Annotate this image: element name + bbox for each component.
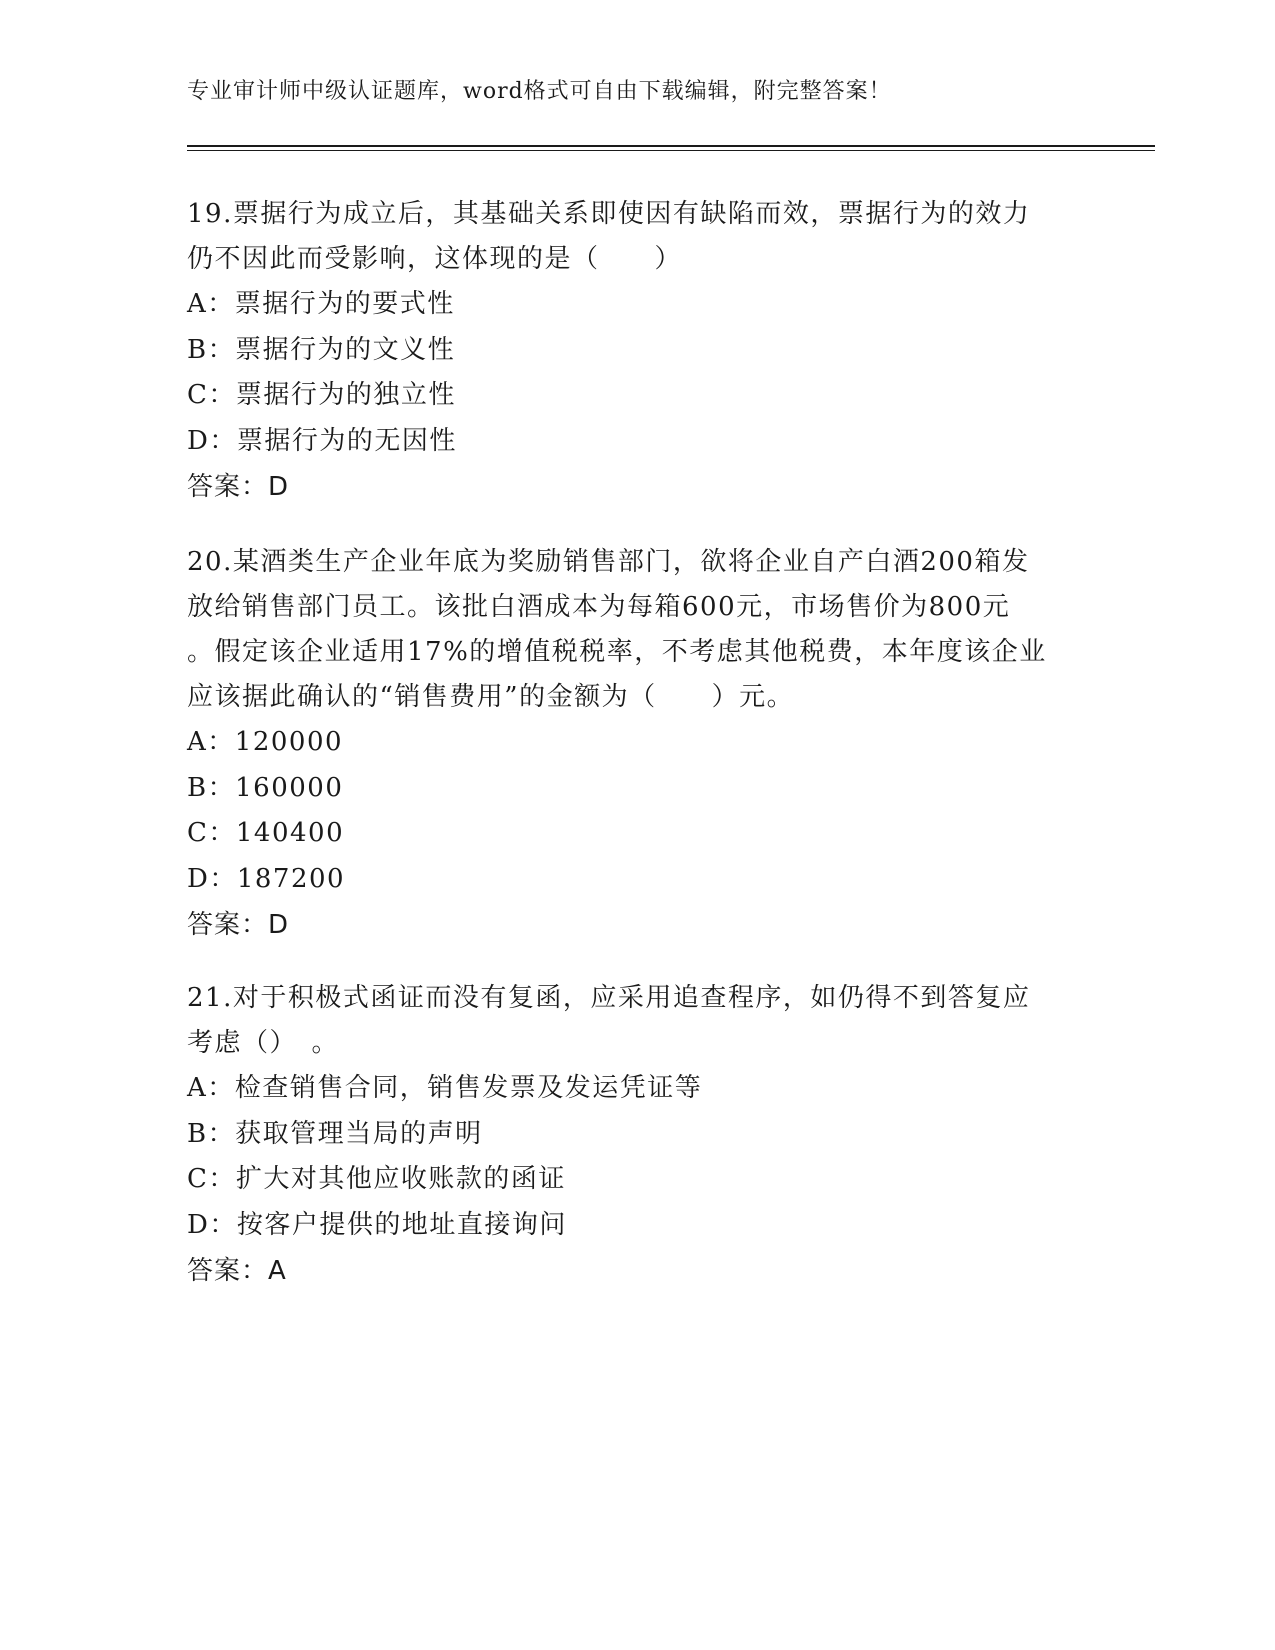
option-b: B：获取管理当局的声明: [187, 1118, 483, 1149]
option-d: D：187200: [187, 863, 346, 894]
answer-value: D: [268, 472, 290, 502]
option-a: A：检查销售合同，销售发票及发运凭证等: [187, 1073, 703, 1103]
question-19: [187, 192, 1087, 510]
answer-label: 答案：: [187, 1256, 269, 1286]
question-text-line: 。假定该企业适用17%的增值税税率，不考虑其他税费，本年度该企业: [187, 637, 1047, 667]
option-a: A：票据行为的要式性: [187, 289, 455, 319]
question-text-line: 放给销售部门员工。该批白酒成本为每箱600元，市场售价为800元: [187, 592, 1011, 622]
header-divider: [187, 145, 1155, 151]
question-text-line: 考虑（） 。: [187, 1028, 340, 1058]
answer-label: 答案：: [187, 472, 269, 502]
option-c: C：140400: [187, 818, 345, 848]
option-b: B：160000: [187, 772, 344, 803]
answer-line: [187, 464, 1087, 510]
answer-line: [187, 902, 1087, 948]
question-text-line: 应该据此确认的“销售费用”的金额为（ ）元。: [187, 682, 795, 712]
option-c: C：扩大对其他应收账款的函证: [187, 1164, 566, 1194]
option-a: A：120000: [187, 727, 344, 757]
option-d: D：按客户提供的地址直接询问: [187, 1209, 567, 1240]
answer-label: 答案：: [187, 910, 269, 940]
question-text-line: 21.对于积极式函证而没有复函，应采用追查程序，如仍得不到答复应: [187, 983, 1031, 1013]
answer-value: A: [268, 1256, 287, 1286]
option-d: D：票据行为的无因性: [187, 425, 457, 456]
question-20: [187, 540, 1087, 948]
option-c: C：票据行为的独立性: [187, 380, 456, 410]
option-b: B：票据行为的文义性: [187, 334, 456, 365]
question-text-line: 19.票据行为成立后，其基础关系即使因有缺陷而效，票据行为的效力: [187, 199, 1031, 229]
question-21: [187, 976, 1087, 1294]
question-text-line: 仍不因此而受影响，这体现的是（ ）: [187, 244, 683, 274]
page-header: 专业审计师中级认证题库，word格式可自由下载编辑，附完整答案！: [187, 79, 892, 104]
answer-line: [187, 1248, 1087, 1294]
answer-value: D: [268, 910, 290, 940]
question-text-line: 20.某酒类生产企业年底为奖励销售部门，欲将企业自产白酒200箱发: [187, 547, 1030, 577]
